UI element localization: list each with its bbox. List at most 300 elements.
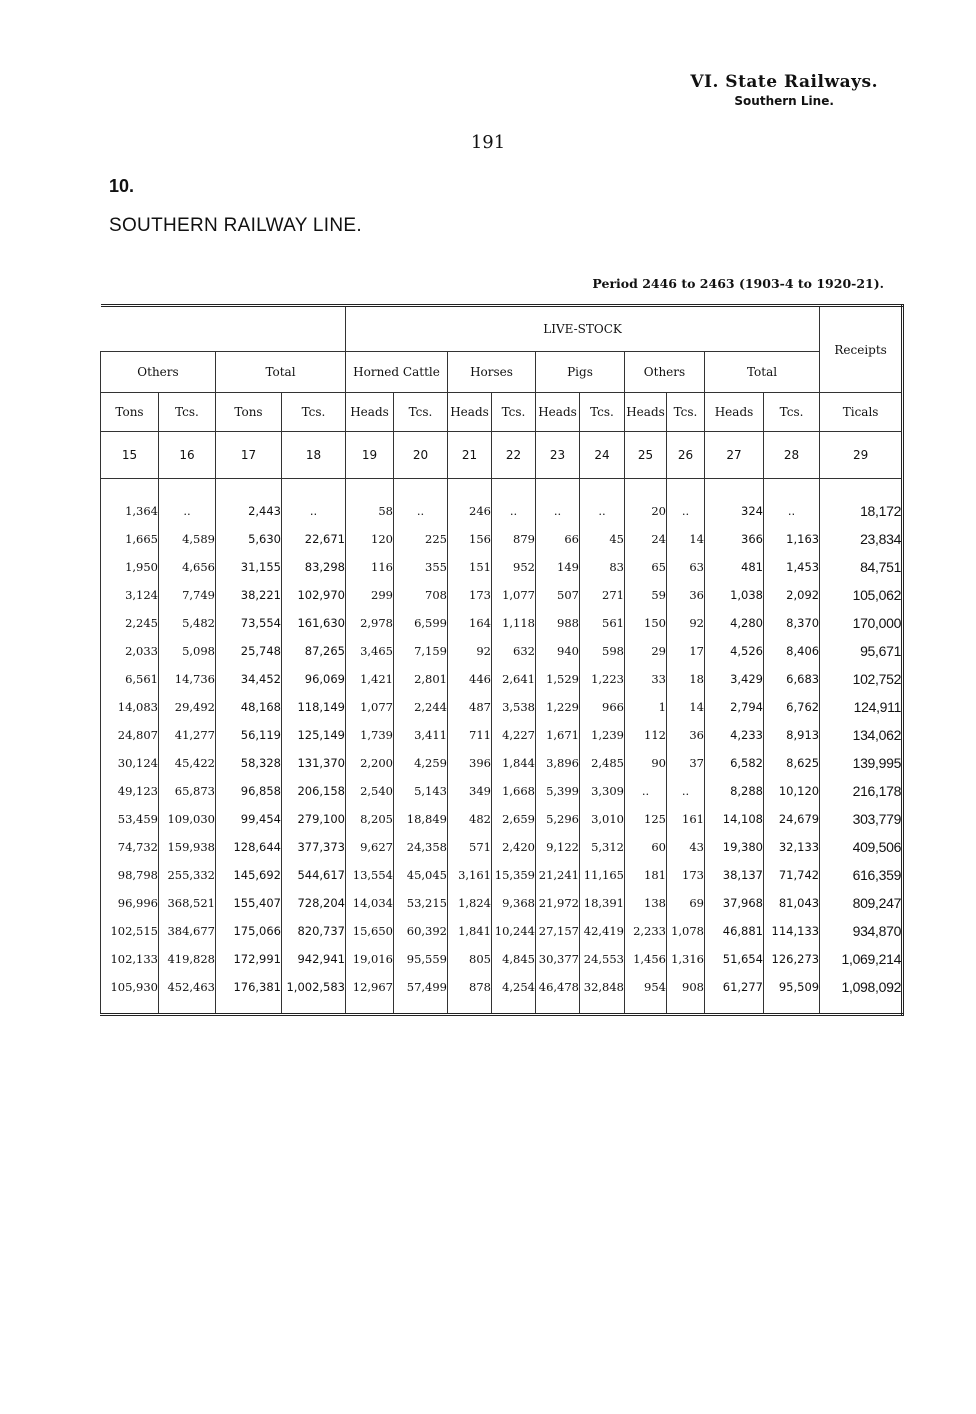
table-cell: 14,034 <box>346 889 394 917</box>
table-cell: 216,178 <box>820 777 903 805</box>
table-cell: 809,247 <box>820 889 903 917</box>
table-row <box>101 525 903 553</box>
table-cell: 9,122 <box>536 833 580 861</box>
table-cell: 4,233 <box>705 721 764 749</box>
table-cell: 125 <box>625 805 667 833</box>
unit-header: Tcs. <box>580 393 625 432</box>
table-cell: 175,066 <box>216 917 282 945</box>
table-cell: 1,163 <box>764 525 820 553</box>
table-cell: 124,911 <box>820 693 903 721</box>
table-cell: 30,124 <box>101 749 159 777</box>
table-cell: .. <box>492 479 536 526</box>
table-cell: 2,641 <box>492 665 536 693</box>
table-cell: 728,204 <box>282 889 346 917</box>
table-cell: 2,443 <box>216 479 282 526</box>
table-cell: 271 <box>580 581 625 609</box>
table-cell: 8,288 <box>705 777 764 805</box>
table-cell: 9,627 <box>346 833 394 861</box>
table-cell: 173 <box>667 861 705 889</box>
table-cell: 138 <box>625 889 667 917</box>
table-cell: 71,742 <box>764 861 820 889</box>
table-cell: 15,359 <box>492 861 536 889</box>
table-cell: 19,380 <box>705 833 764 861</box>
table-cell: 1,456 <box>625 945 667 973</box>
table-cell: 102,752 <box>820 665 903 693</box>
unit-header: Heads <box>705 393 764 432</box>
header-title: VI. State Railways. <box>690 72 878 92</box>
table-cell: .. <box>667 777 705 805</box>
statistics-table-wrapper <box>100 304 902 1016</box>
table-cell: 45 <box>580 525 625 553</box>
table-cell: 255,332 <box>159 861 216 889</box>
table-cell: 2,092 <box>764 581 820 609</box>
table-cell: 303,779 <box>820 805 903 833</box>
table-cell: 109,030 <box>159 805 216 833</box>
table-cell: 805 <box>448 945 492 973</box>
table-cell: 366 <box>705 525 764 553</box>
table-cell: 24,358 <box>394 833 448 861</box>
blank-header-cell <box>101 306 346 352</box>
table-cell: 6,561 <box>101 665 159 693</box>
table-cell: 5,296 <box>536 805 580 833</box>
table-cell: 14,108 <box>705 805 764 833</box>
table-cell: 102,133 <box>101 945 159 973</box>
table-cell: 27,157 <box>536 917 580 945</box>
table-cell: 940 <box>536 637 580 665</box>
table-body <box>101 479 903 1015</box>
table-cell: 90 <box>625 749 667 777</box>
table-row <box>101 861 903 889</box>
table-cell: 34,452 <box>216 665 282 693</box>
table-cell: 65,873 <box>159 777 216 805</box>
table-cell: 21,241 <box>536 861 580 889</box>
table-cell: 36 <box>667 721 705 749</box>
table-cell: 15,650 <box>346 917 394 945</box>
table-cell: 116 <box>346 553 394 581</box>
livestock-header: LIVE-STOCK <box>346 306 820 352</box>
table-cell: 24,807 <box>101 721 159 749</box>
table-cell: 952 <box>492 553 536 581</box>
table-cell: 14 <box>667 693 705 721</box>
table-cell: 5,482 <box>159 609 216 637</box>
table-cell: 206,158 <box>282 777 346 805</box>
table-cell: 38,137 <box>705 861 764 889</box>
table-cell: 3,161 <box>448 861 492 889</box>
table-cell: 60 <box>625 833 667 861</box>
header-subtitle: Southern Line. <box>734 94 834 108</box>
table-cell: 2,540 <box>346 777 394 805</box>
table-row <box>101 581 903 609</box>
table-cell: 1,824 <box>448 889 492 917</box>
table-cell: 1,118 <box>492 609 536 637</box>
table-cell: 2,801 <box>394 665 448 693</box>
total-group-header: Total <box>216 352 346 393</box>
table-cell: 95,559 <box>394 945 448 973</box>
column-number: 19 <box>346 432 394 479</box>
table-cell: 368,521 <box>159 889 216 917</box>
unit-header: Heads <box>448 393 492 432</box>
table-cell: 1,316 <box>667 945 705 973</box>
table-cell: 409,506 <box>820 833 903 861</box>
table-cell: 1,077 <box>492 581 536 609</box>
table-cell: 561 <box>580 609 625 637</box>
table-cell: 29 <box>625 637 667 665</box>
table-row <box>101 833 903 861</box>
table-cell: 2,245 <box>101 609 159 637</box>
table-cell: 84,751 <box>820 553 903 581</box>
table-row <box>101 749 903 777</box>
table-row <box>101 805 903 833</box>
table-cell: 1,223 <box>580 665 625 693</box>
table-cell: 37,968 <box>705 889 764 917</box>
column-number: 26 <box>667 432 705 479</box>
table-cell: 1,671 <box>536 721 580 749</box>
column-number: 24 <box>580 432 625 479</box>
table-cell: 41,277 <box>159 721 216 749</box>
table-cell: 1,098,092 <box>820 973 903 1015</box>
table-cell: 66 <box>536 525 580 553</box>
column-number: 17 <box>216 432 282 479</box>
table-cell: 170,000 <box>820 609 903 637</box>
table-cell: 57,499 <box>394 973 448 1015</box>
unit-header: Heads <box>536 393 580 432</box>
table-cell: 173 <box>448 581 492 609</box>
table-cell: 7,749 <box>159 581 216 609</box>
column-number: 25 <box>625 432 667 479</box>
table-cell: 4,845 <box>492 945 536 973</box>
table-cell: 149 <box>536 553 580 581</box>
table-cell: 102,970 <box>282 581 346 609</box>
table-cell: 1,239 <box>580 721 625 749</box>
table-cell: 632 <box>492 637 536 665</box>
table-cell: 1,002,583 <box>282 973 346 1015</box>
table-cell: 20 <box>625 479 667 526</box>
table-cell: 452,463 <box>159 973 216 1015</box>
table-cell: 324 <box>705 479 764 526</box>
table-cell: 2,659 <box>492 805 536 833</box>
table-cell: 17 <box>667 637 705 665</box>
column-number: 21 <box>448 432 492 479</box>
column-number: 16 <box>159 432 216 479</box>
table-cell: 29,492 <box>159 693 216 721</box>
table-cell: 1,364 <box>101 479 159 526</box>
table-row <box>101 637 903 665</box>
table-cell: 711 <box>448 721 492 749</box>
table-cell: 934,870 <box>820 917 903 945</box>
table-cell: 419,828 <box>159 945 216 973</box>
table-cell: 25,748 <box>216 637 282 665</box>
unit-header: Tons <box>101 393 159 432</box>
table-cell: 23,834 <box>820 525 903 553</box>
table-cell: 155,407 <box>216 889 282 917</box>
table-cell: 159,938 <box>159 833 216 861</box>
table-cell: 3,896 <box>536 749 580 777</box>
table-cell: 571 <box>448 833 492 861</box>
table-cell: 105,930 <box>101 973 159 1015</box>
table-cell: 377,373 <box>282 833 346 861</box>
table-cell: 73,554 <box>216 609 282 637</box>
table-cell: 120 <box>346 525 394 553</box>
table-row <box>101 777 903 805</box>
table-cell: 4,526 <box>705 637 764 665</box>
table-cell: .. <box>394 479 448 526</box>
table-cell: 1,668 <box>492 777 536 805</box>
table-cell: 18,391 <box>580 889 625 917</box>
table-cell: 616,359 <box>820 861 903 889</box>
table-cell: 21,972 <box>536 889 580 917</box>
table-cell: 18 <box>667 665 705 693</box>
table-cell: 3,124 <box>101 581 159 609</box>
table-cell: 63 <box>667 553 705 581</box>
table-row <box>101 945 903 973</box>
unit-header: Heads <box>625 393 667 432</box>
table-cell: 6,582 <box>705 749 764 777</box>
table-cell: 4,254 <box>492 973 536 1015</box>
table-cell: 598 <box>580 637 625 665</box>
table-cell: 2,244 <box>394 693 448 721</box>
table-cell: 1,950 <box>101 553 159 581</box>
section-number: 10. <box>109 176 135 196</box>
table-cell: 95,509 <box>764 973 820 1015</box>
table-cell: 12,967 <box>346 973 394 1015</box>
table-cell: 10,120 <box>764 777 820 805</box>
table-cell: 24 <box>625 525 667 553</box>
table-cell: 1,421 <box>346 665 394 693</box>
table-cell: 161 <box>667 805 705 833</box>
table-cell: 37 <box>667 749 705 777</box>
unit-header: Tcs. <box>159 393 216 432</box>
table-cell: 507 <box>536 581 580 609</box>
table-cell: 349 <box>448 777 492 805</box>
table-cell: 61,277 <box>705 973 764 1015</box>
table-cell: 102,515 <box>101 917 159 945</box>
table-row <box>101 665 903 693</box>
table-row <box>101 479 903 526</box>
table-cell: 24,679 <box>764 805 820 833</box>
unit-header: Tcs. <box>764 393 820 432</box>
table-cell: 99,454 <box>216 805 282 833</box>
table-cell: 30,377 <box>536 945 580 973</box>
table-cell: 112 <box>625 721 667 749</box>
table-cell: 3,465 <box>346 637 394 665</box>
table-cell: 396 <box>448 749 492 777</box>
table-cell: 3,429 <box>705 665 764 693</box>
table-cell: 134,062 <box>820 721 903 749</box>
table-cell: .. <box>764 479 820 526</box>
table-cell: 225 <box>394 525 448 553</box>
table-cell: 2,200 <box>346 749 394 777</box>
unit-header: Tcs. <box>492 393 536 432</box>
table-cell: 1,077 <box>346 693 394 721</box>
table-cell: 11,165 <box>580 861 625 889</box>
table-cell: 43 <box>667 833 705 861</box>
livestock-others-header: Others <box>625 352 705 393</box>
table-cell: 14 <box>667 525 705 553</box>
column-number: 27 <box>705 432 764 479</box>
table-cell: 942,941 <box>282 945 346 973</box>
table-cell: 708 <box>394 581 448 609</box>
table-cell: 1,078 <box>667 917 705 945</box>
table-cell: 6,762 <box>764 693 820 721</box>
table-cell: 8,205 <box>346 805 394 833</box>
table-row <box>101 693 903 721</box>
table-cell: 544,617 <box>282 861 346 889</box>
table-row <box>101 917 903 945</box>
column-number: 28 <box>764 432 820 479</box>
table-cell: .. <box>667 479 705 526</box>
table-cell: 150 <box>625 609 667 637</box>
others-group-header: Others <box>101 352 216 393</box>
table-cell: 2,033 <box>101 637 159 665</box>
table-cell: 59 <box>625 581 667 609</box>
table-cell: 8,370 <box>764 609 820 637</box>
table-cell: 1,453 <box>764 553 820 581</box>
table-cell: 1,844 <box>492 749 536 777</box>
table-cell: 820,737 <box>282 917 346 945</box>
table-cell: 83,298 <box>282 553 346 581</box>
table-cell: 172,991 <box>216 945 282 973</box>
table-cell: 1,038 <box>705 581 764 609</box>
table-cell: 2,233 <box>625 917 667 945</box>
unit-header: Tons <box>216 393 282 432</box>
table-cell: 13,554 <box>346 861 394 889</box>
table-cell: 126,273 <box>764 945 820 973</box>
table-cell: 7,159 <box>394 637 448 665</box>
period-label: Period 2446 to 2463 (1903-4 to 1920-21). <box>592 276 884 291</box>
table-cell: 355 <box>394 553 448 581</box>
column-number: 23 <box>536 432 580 479</box>
table-cell: 65 <box>625 553 667 581</box>
table-cell: 18,849 <box>394 805 448 833</box>
table-cell: 128,644 <box>216 833 282 861</box>
table-cell: 45,045 <box>394 861 448 889</box>
table-cell: 105,062 <box>820 581 903 609</box>
table-row <box>101 553 903 581</box>
pigs-header: Pigs <box>536 352 625 393</box>
table-cell: 33 <box>625 665 667 693</box>
table-cell: 81,043 <box>764 889 820 917</box>
table-cell: 95,671 <box>820 637 903 665</box>
table-cell: .. <box>282 479 346 526</box>
column-number: 29 <box>820 432 903 479</box>
table-cell: .. <box>159 479 216 526</box>
table-cell: 279,100 <box>282 805 346 833</box>
table-cell: 4,589 <box>159 525 216 553</box>
table-cell: 87,265 <box>282 637 346 665</box>
table-cell: 384,677 <box>159 917 216 945</box>
table-cell: 58 <box>346 479 394 526</box>
unit-header: Heads <box>346 393 394 432</box>
table-cell: 96,996 <box>101 889 159 917</box>
table-cell: 51,654 <box>705 945 764 973</box>
table-cell: 46,881 <box>705 917 764 945</box>
table-cell: 487 <box>448 693 492 721</box>
table-cell: 181 <box>625 861 667 889</box>
table-cell: 151 <box>448 553 492 581</box>
table-cell: 19,016 <box>346 945 394 973</box>
table-cell: 1,229 <box>536 693 580 721</box>
table-cell: 446 <box>448 665 492 693</box>
table-cell: 83 <box>580 553 625 581</box>
table-cell: 24,553 <box>580 945 625 973</box>
table-row <box>101 721 903 749</box>
table-cell: 38,221 <box>216 581 282 609</box>
unit-header: Tcs. <box>282 393 346 432</box>
page-number: 191 <box>470 132 506 153</box>
table-cell: 5,143 <box>394 777 448 805</box>
table-row <box>101 609 903 637</box>
section-title: SOUTHERN RAILWAY LINE. <box>109 215 362 236</box>
unit-header: Ticals <box>820 393 903 432</box>
table-cell: 5,630 <box>216 525 282 553</box>
table-cell: 908 <box>667 973 705 1015</box>
table-cell: 92 <box>448 637 492 665</box>
table-cell: 3,411 <box>394 721 448 749</box>
table-cell: 2,978 <box>346 609 394 637</box>
table-cell: 8,913 <box>764 721 820 749</box>
table-cell: .. <box>580 479 625 526</box>
table-cell: 10,244 <box>492 917 536 945</box>
table-row <box>101 889 903 917</box>
table-cell: 92 <box>667 609 705 637</box>
table-cell: 5,098 <box>159 637 216 665</box>
table-row <box>101 973 903 1015</box>
table-cell: 49,123 <box>101 777 159 805</box>
table-cell: 114,133 <box>764 917 820 945</box>
table-cell: 1,739 <box>346 721 394 749</box>
table-cell: 161,630 <box>282 609 346 637</box>
table-cell: 8,406 <box>764 637 820 665</box>
table-cell: 481 <box>705 553 764 581</box>
table-cell: 74,732 <box>101 833 159 861</box>
table-cell: 14,083 <box>101 693 159 721</box>
table-cell: 4,656 <box>159 553 216 581</box>
table-cell: 42,419 <box>580 917 625 945</box>
table-cell: 69 <box>667 889 705 917</box>
table-cell: .. <box>536 479 580 526</box>
table-cell: 2,485 <box>580 749 625 777</box>
column-number: 20 <box>394 432 448 479</box>
table-cell: 6,599 <box>394 609 448 637</box>
table-cell: 131,370 <box>282 749 346 777</box>
table-cell: 3,309 <box>580 777 625 805</box>
table-cell: 53,215 <box>394 889 448 917</box>
table-cell: 118,149 <box>282 693 346 721</box>
table-cell: 53,459 <box>101 805 159 833</box>
table-cell: 156 <box>448 525 492 553</box>
table-cell: 1,665 <box>101 525 159 553</box>
unit-header: Tcs. <box>394 393 448 432</box>
table-cell: 139,995 <box>820 749 903 777</box>
table-cell: 18,172 <box>820 479 903 526</box>
table-cell: 8,625 <box>764 749 820 777</box>
table-cell: 32,848 <box>580 973 625 1015</box>
table-cell: 9,368 <box>492 889 536 917</box>
table-cell: 145,692 <box>216 861 282 889</box>
table-cell: 299 <box>346 581 394 609</box>
table-cell: 22,671 <box>282 525 346 553</box>
table-cell: 2,794 <box>705 693 764 721</box>
column-number: 22 <box>492 432 536 479</box>
table-cell: 45,422 <box>159 749 216 777</box>
table-cell: 176,381 <box>216 973 282 1015</box>
table-cell: 6,683 <box>764 665 820 693</box>
table-cell: 2,420 <box>492 833 536 861</box>
table-cell: 3,538 <box>492 693 536 721</box>
table-cell: 878 <box>448 973 492 1015</box>
table-cell: 125,149 <box>282 721 346 749</box>
table-cell: 48,168 <box>216 693 282 721</box>
